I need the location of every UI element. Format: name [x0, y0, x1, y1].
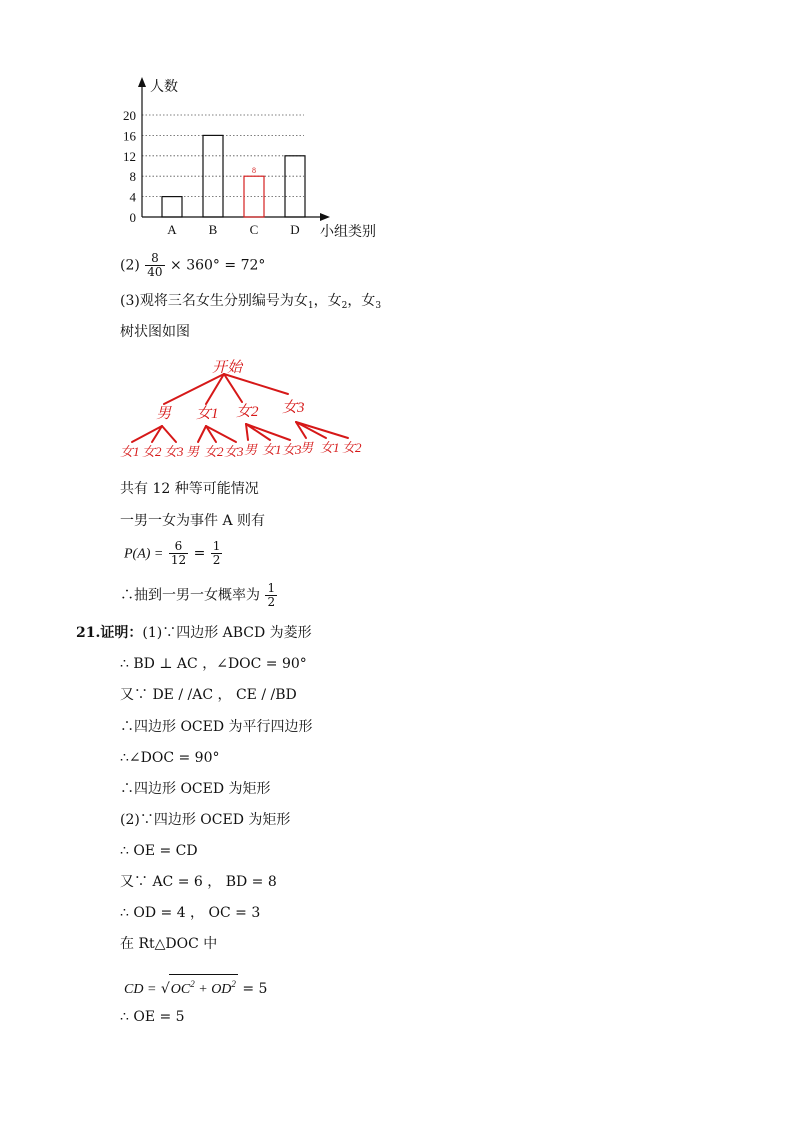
x-tick-label: B: [208, 222, 218, 237]
tree-leaf: 男: [186, 444, 200, 459]
event-definition: 一男一女为事件 A 则有: [120, 513, 266, 529]
q21-line: 又∵ DE / /AC ， CE / /BD: [120, 687, 297, 703]
cd-formula: CD = $√OC^2 + OD^2 = 5$: [124, 974, 267, 999]
y-tick-label: 8: [129, 169, 136, 185]
tree-leaf: 女1: [320, 440, 340, 455]
tree-leaf: 女3: [224, 444, 244, 459]
y-tick-label: 20: [123, 108, 136, 123]
bar-chart: [108, 72, 398, 244]
tree-node-f2: 女2: [236, 404, 259, 420]
tree-leaf: 女1: [262, 442, 282, 457]
y-tick-label: 0: [129, 210, 136, 225]
q21-heading: 21.证明：: [76, 625, 143, 641]
tree-leaf: 女2: [142, 444, 162, 459]
tree-leaf: 女3: [282, 442, 302, 457]
total-outcomes: 共有 12 种等可能情况: [120, 481, 259, 497]
tree-leaf: 女1: [120, 444, 140, 459]
bar-data-label: 8: [252, 166, 256, 176]
part2-line: [120, 252, 265, 279]
tree-leaf: 女2: [204, 444, 224, 459]
x-axis-title: 小组类别: [320, 225, 376, 240]
q21-line: ∴四边形 OCED 为矩形: [120, 781, 271, 797]
y-axis-title: 人数: [150, 80, 178, 95]
q21-line: 又∵ AC = 6 ， BD = 8: [120, 874, 277, 890]
tree-caption: 树状图如图: [120, 324, 190, 340]
q21-line: ∴∠DOC = 90°: [120, 750, 220, 766]
y-tick-label: 12: [123, 148, 136, 164]
x-tick-label: A: [167, 222, 177, 237]
tree-leaf: 女2: [342, 440, 362, 455]
tree-node-f3: 女3: [282, 400, 305, 416]
y-tick-label: 4: [129, 189, 136, 205]
part2-numerator: 8: [145, 252, 164, 266]
q21-line1: 21.证明：(1)∵四边形 ABCD 为菱形: [76, 625, 312, 641]
q21-line: 在 Rt△DOC 中: [120, 936, 218, 952]
bar-A: [162, 197, 182, 217]
tree-root: 开始: [212, 360, 243, 376]
tree-node-f1: 女1: [196, 406, 219, 422]
bar-D: [285, 156, 305, 217]
tree-diagram: [118, 354, 368, 464]
q21-line: (2)∵四边形 OCED 为矩形: [120, 812, 291, 828]
q21-line: ∴ OD = 4 ， OC = 3: [120, 905, 261, 921]
q21-line: ∴ OE = 5: [120, 1009, 185, 1025]
part3-intro: (3)观将三名女生分别编号为女$_1$，女$_2$，女$_3$: [120, 293, 382, 311]
q21-line: ∴ BD ⊥ AC ，∠DOC = 90°: [120, 656, 307, 672]
tree-node-male: 男: [156, 406, 172, 422]
x-axis-arrow: [320, 213, 330, 221]
y-axis-arrow: [138, 77, 146, 87]
tree-leaf: 女3: [164, 444, 184, 459]
chart-labels: [123, 78, 376, 240]
y-tick-label: 16: [123, 128, 136, 144]
tree-leaf: 男: [244, 442, 258, 457]
q21-line: ∴四边形 OCED 为平行四边形: [120, 719, 313, 735]
x-tick-label: D: [290, 222, 300, 237]
part2-denominator: 40: [147, 265, 163, 279]
part2-label: (2): [120, 257, 140, 274]
chart-axes: [138, 77, 330, 221]
probability-formula: P(A) = $\frac{6}{12}$ = $\frac{1}{2}$: [124, 539, 221, 567]
part2-result: × 360° = 72°: [170, 257, 266, 274]
part2-fraction: [145, 252, 164, 279]
x-tick-label: C: [249, 222, 259, 237]
q21-line: ∴ OE = CD: [120, 843, 198, 859]
probability-conclusion: ∴抽到一男一女概率为 $\frac{1}{2}$: [120, 581, 276, 609]
tree-leaf: 男: [300, 440, 314, 455]
